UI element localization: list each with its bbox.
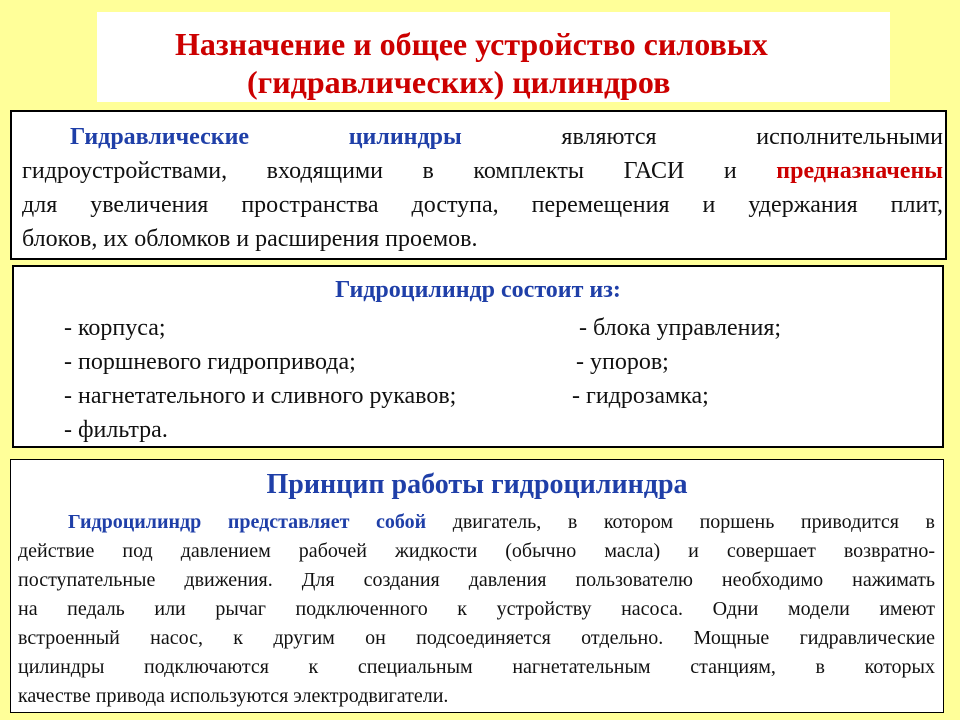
intro-highlight: предназначены <box>776 158 944 184</box>
principle-line: цилиндры подключаются к специальным нагнетательным станциям, в которых <box>18 656 935 678</box>
principle-box <box>10 459 944 713</box>
component-item: - поршневого гидропривода; <box>64 349 356 375</box>
intro-box <box>10 110 947 260</box>
principle-line: поступательные движения. Для создания давления пользователю необходимо нажимать <box>18 569 935 591</box>
components-box <box>12 265 944 448</box>
slide-title-line2: (гидравлических) цилиндров <box>247 64 671 100</box>
component-item: - упоров; <box>576 349 669 375</box>
title-banner <box>97 12 890 102</box>
intro-line-4: блоков, их обломков и расширения проемов. <box>22 226 478 252</box>
component-item: - гидрозамка; <box>572 383 709 409</box>
intro-line1-rest: являются исполнительными <box>561 124 944 150</box>
component-item: - фильтра. <box>64 417 168 443</box>
component-item: - нагнетательного и сливного рукавов; <box>64 383 457 409</box>
slide-title-line1: Назначение и общее устройство силовых <box>175 26 768 62</box>
components-heading: Гидроцилиндр состоит из: <box>335 277 621 303</box>
principle-line-1 <box>18 508 935 537</box>
principle-lead: Гидроцилиндр представляет собой <box>68 511 427 533</box>
component-item: - блока управления; <box>579 315 782 341</box>
principle-heading: Принцип работы гидроцилиндра <box>266 469 688 500</box>
principle-line: качестве привода используются электродвигатели. <box>18 685 449 707</box>
principle-line: встроенный насос, к другим он подсоединяется отдельно. Мощные гидравлические <box>18 627 935 649</box>
intro-line-2 <box>22 154 943 188</box>
component-item: - корпуса; <box>64 315 166 341</box>
intro-line2-text: гидроустройствами, входящими в комплекты ГАСИ и <box>22 158 737 184</box>
principle-line1-rest: двигатель, в котором поршень приводится в <box>452 511 936 533</box>
principle-line: на педаль или рычаг подключенного к устройству насоса. Одни модели имеют <box>18 598 935 620</box>
principle-paragraph <box>18 508 935 711</box>
intro-line-3: для увеличения пространства доступа, перемещения и удержания плит, <box>22 192 943 218</box>
principle-line: действие под давлением рабочей жидкости (обычно масла) и совершает возвратно- <box>18 540 935 562</box>
intro-term: Гидравлические цилиндры <box>70 124 462 150</box>
intro-paragraph <box>22 120 943 256</box>
intro-line-1 <box>22 120 943 154</box>
